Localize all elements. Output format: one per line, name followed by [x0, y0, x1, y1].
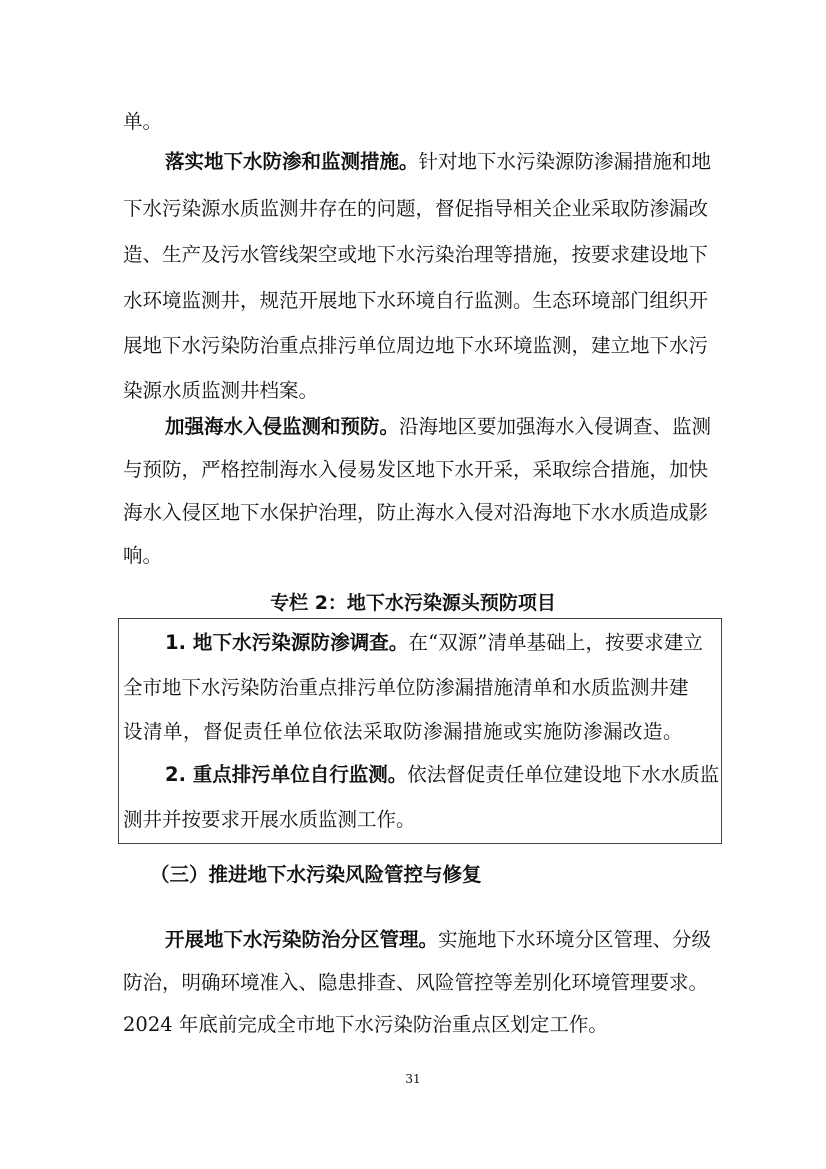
item-lead: 2. 重点排污单位自行监测。 — [165, 763, 408, 786]
text-line: 防治，明确环境准入、隐患排查、风险管控等差别化环境管理要求。 — [123, 971, 709, 994]
text-line: 海水入侵区地下水保护治理，防止海水入侵对沿海地下水水质造成影 — [123, 501, 709, 524]
text-line: 造、生产及污水管线架空或地下水污染治理等措施，按要求建设地下 — [123, 243, 709, 266]
text-line — [123, 927, 712, 953]
text-line: 下水污染源水质监测井存在的问题，督促指导相关企业采取防渗漏改 — [123, 197, 709, 220]
section-heading — [150, 862, 730, 888]
paragraph-lead: 开展地下水污染防治分区管理。 — [165, 928, 439, 951]
paragraph-lead: 加强海水入侵监测和预防。 — [165, 415, 400, 438]
text-line: 与预防，严格控制海水入侵易发区地下水开采，采取综合措施，加快 — [123, 458, 709, 481]
item-lead: 1. 地下水污染源防渗调查。 — [165, 631, 409, 654]
text-line: 水环境监测井，规范开展地下水环境自行监测。生态环境部门组织开 — [123, 289, 709, 312]
text-line: 2024 年底前完成全市地下水污染防治重点区划定工作。 — [123, 1013, 608, 1036]
box-title-text: 专栏 2：地下水污染源头预防项目 — [270, 592, 556, 614]
box-title — [0, 588, 826, 615]
text-line: 响。 — [123, 544, 163, 567]
text: 针对地下水污染源防渗漏措施和地 — [418, 150, 712, 173]
section-heading-text: （三）推进地下水污染风险管控与修复 — [150, 863, 482, 886]
text-line — [123, 762, 720, 788]
text: 实施地下水环境分区管理、分级 — [438, 928, 712, 951]
text: 沿海地区要加强海水入侵调查、监测 — [399, 415, 712, 438]
page-number: 31 — [405, 1072, 421, 1086]
text-line: 染源水质监测井档案。 — [123, 379, 319, 402]
text-line — [123, 149, 712, 175]
text-line: 全市地下水污染防治重点排污单位防渗漏措施清单和水质监测井建 — [123, 676, 689, 699]
text-line: 测井并按要求开展水质监测工作。 — [123, 808, 416, 831]
text-line — [123, 414, 712, 440]
text: 依法督促责任单位建设地下水水质监 — [407, 763, 720, 786]
paragraph-lead: 落实地下水防渗和监测措施。 — [165, 150, 419, 173]
text-line: 设清单，督促责任单位依法采取防渗漏措施或实施防渗漏改造。 — [123, 720, 684, 743]
text-line — [123, 630, 703, 656]
text: 在“双源”清单基础上，按要求建立 — [408, 631, 703, 654]
text-line: 展地下水污染防治重点排污单位周边地下水环境监测，建立地下水污 — [123, 334, 709, 357]
text-line: 单。 — [123, 110, 163, 133]
